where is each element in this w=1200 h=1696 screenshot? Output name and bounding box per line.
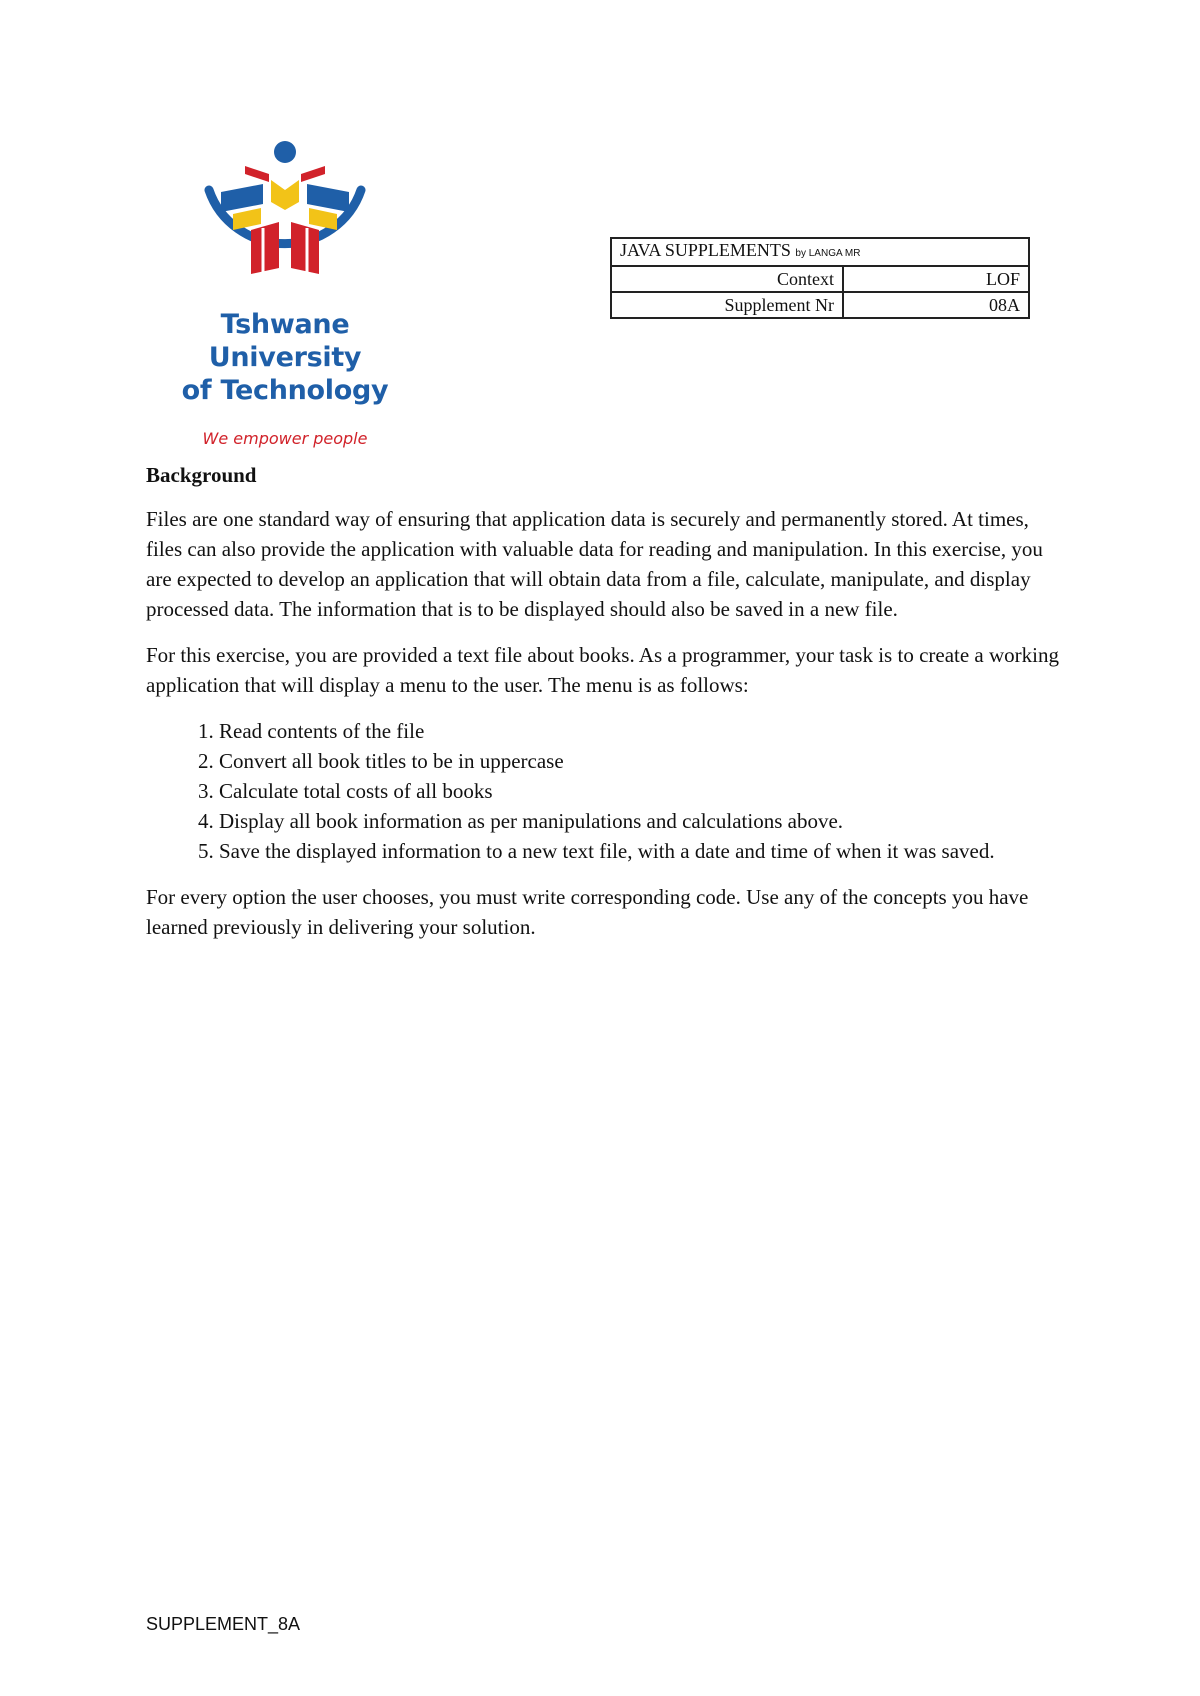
context-value: LOF (843, 266, 1029, 292)
table-header-row (611, 238, 1029, 266)
supplement-info-table (610, 237, 1030, 319)
paragraph-task: For this exercise, you are provided a text file about books. As a programmer, your task is to create a working application that will display a menu to the user. The menu is as follows: (146, 643, 1059, 697)
list-item: 5. Save the displayed information to a new text file, with a date and time of when it was saved. (219, 836, 1066, 866)
list-item: 3. Calculate total costs of all books (219, 776, 1066, 806)
table-title: JAVA SUPPLEMENTS (620, 240, 791, 260)
supplement-nr-value: 08A (843, 292, 1029, 318)
university-name (140, 308, 430, 407)
table-row (611, 292, 1029, 318)
context-label: Context (611, 266, 843, 292)
section-heading: Background (146, 463, 257, 487)
supplement-nr-label: Supplement Nr (611, 292, 843, 318)
menu-list (146, 716, 1066, 866)
document-body (146, 460, 1066, 958)
tut-emblem-icon (195, 138, 375, 298)
page-footer: SUPPLEMENT_8A (146, 1614, 301, 1634)
university-name-line2: of Technology (181, 375, 389, 406)
university-logo (140, 138, 440, 448)
table-author: by LANGA MR (795, 248, 861, 259)
list-item: 4. Display all book information as per manipulations and calculations above. (219, 806, 1066, 836)
list-item: 1. Read contents of the file (219, 716, 1066, 746)
list-item: 2. Convert all book titles to be in uppercase (219, 746, 1066, 776)
table-row (611, 266, 1029, 292)
tagline: We empower people (202, 429, 368, 448)
paragraph-intro: Files are one standard way of ensuring that application data is securely and permanently stored. At times, files can also provide the application with valuable data for reading and manipulation. In this exercise, you are expected to develop an application that will obtain data from a file, calculate, manipulate, and display processed data. The information that is to be displayed should also be saved in a new file. (146, 507, 1043, 621)
paragraph-closing: For every option the user chooses, you must write corresponding code. Use any of the concepts you have learned previously in delivering your solution. (146, 885, 1029, 939)
table-title-cell (611, 238, 1029, 266)
university-name-line1: Tshwane University (208, 309, 362, 373)
